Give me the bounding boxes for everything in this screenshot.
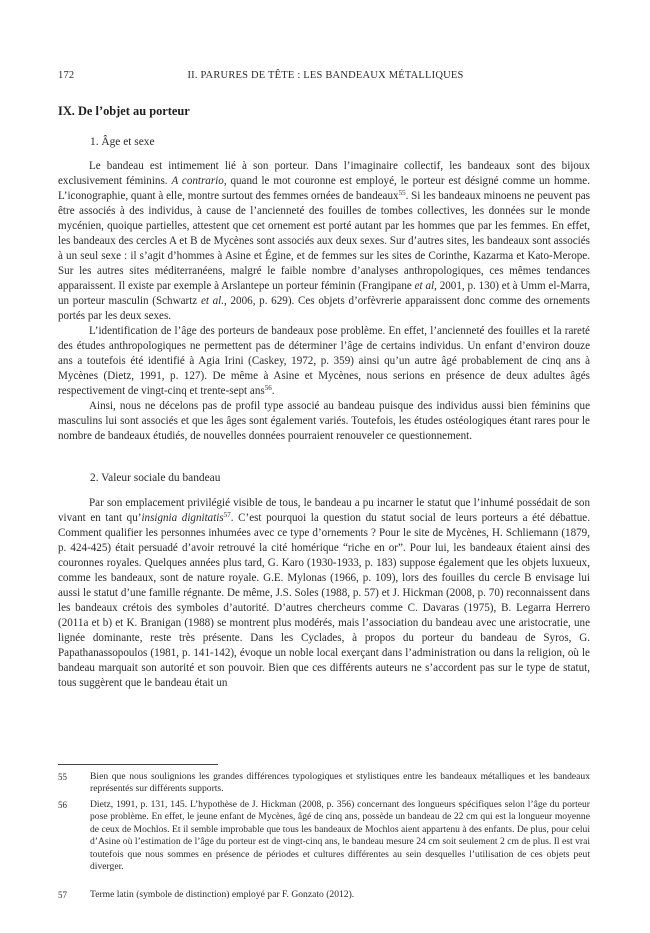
paragraph: Le bandeau est intimement lié à son porteur. Dans l’imaginaire collectif, les bandeaux sont des bijoux exclusivement féminins. A contrario, quand le mot couronne est employé, le porteur est désigné comme un homme. L’iconographie, quant à elle, montre surtout des femmes ornées de bandeaux$^{55}$. Si les bandeaux minoens ne peuvent pas être associés à des individus, à cause de l’ancienneté des fouilles de tombes collectives, les données sur le monde mycénien, quoique partielles, attestent que cet ornement est porté autant par les hommes que par les femmes. En effet, les bandeaux des cercles A et B de Mycènes sont associés aux deux sexes. Sur d’autres sites, les bandeaux sont associés à un seul sexe : il s’agit d’hommes à Asine et Égine, et de femmes sur les sites de Corinthe, Kazarma et Kato-Merope. Sur les autres sites méditerranéens, malgré le faible nombre d’analyses anthropologiques, ces mêmes tendances apparaissent. Il existe par exemple à Arslantepe un porteur féminin (Frangipane et al, 2001, p. 130) et à Umm el-Marra, un porteur masculin (Schwartz et al., 2006, p. 629). Ces objets d’orfèvrerie apparaissent donc comme des ornements portés par les deux sexes.	[58, 160, 591, 322]
paragraph: Par son emplacement privilégié visible de tous, le bandeau a pu incarner le statut que l’inhumé possédait de son vivant en tant qu’insignia dignitatis$^{57}$. C’est pourquoi la question du statut social de leurs porteurs a été débattue. Comment qualifier les personnes inhumées avec ce type d’ornements ? Pour le site de Mycènes, H. Schliemann (1879, p. 424-425) était persuadé d’avoir retrouvé la cité homérique “riche en or”. Pour lui, les bandeaux étaient ainsi des couronnes royales. Quelques années plus tard, G. Karo (1930-1933, p. 183) suppose également que les objets luxueux, comme les bandeaux, sont de nature royale. G.E. Mylonas (1966, p. 109), lors des fouilles du cercle B envisage lui aussi le statut d’une famille régnante. De même, J.S. Soles (1988, p. 57) et J. Hickman (2008, p. 70) reconnaissent dans les bandeaux crétois des symboles d’autorité. D’autres chercheurs comme C. Davaras (1975), B. Legarra Herrero (2011a et b) et K. Branigan (1988) se montrent plus modérés, mais l’association du bandeau avec une aristocratie, une lignée dominante, reste très présente. Dans les Cyclades, à propos du porteur du bandeau de Syros, G. Papathanassopoulos (1981, p. 141-142), évoque un noble local exerçant dans l’administration ou dans la religion, où le bandeau marquait son autorité et son pouvoir. Bien que ces différents auteurs ne s’accordent pas sur le type de statut, tous suggèrent que le bandeau était un	[58, 497, 590, 689]
footnote-mark: 55	[58, 772, 67, 782]
footnote	[58, 799, 590, 873]
footnote-separator	[58, 764, 218, 765]
subsection-1-body	[58, 159, 590, 444]
subsection-title-age-sexe: 1. Âge et sexe	[90, 136, 155, 148]
footnote	[58, 771, 590, 796]
paragraph: Ainsi, nous ne décelons pas de profil type associé au bandeau puisque des individus aussi bien féminins que masculins lui sont associés et que les âges sont également variés. Toutefois, les études ostéologiques étant rares pour le nombre de bandeaux étudiés, de nouvelles données pourraient renouveler ce questionnement.	[58, 400, 590, 442]
footnote-text: Bien que nous soulignions les grandes différences typologiques et stylistiques entre les bandeaux métalliques et les bandeaux représentés sur différents supports.	[90, 771, 590, 795]
footnote-text: Terme latin (symbole de distinction) employé par F. Gonzato (2012).	[90, 889, 355, 900]
running-title: II. PARURES DE TÊTE : LES BANDEAUX MÉTALLIQUES	[187, 70, 464, 81]
paragraph: L’identification de l’âge des porteurs de bandeaux pose problème. En effet, l’ancienneté des fouilles et la rareté des études anthropologiques ne permettent pas de déterminer l’âge de certains individus. Un enfant d’environ douze ans a toutefois été identifié à Agia Irini (Caskey, 1972, p. 359) ainsi qu’un autre âgé probablement de cinq ans à Mycènes (Dietz, 1991, p. 127). De même à Asine et Mycènes, nous serions en présence de deux adultes âgés respectivement de vingt-cinq et trente-sept ans$^{56}$.	[58, 325, 590, 397]
subsection-title-valeur-sociale: 2. Valeur sociale du bandeau	[90, 472, 221, 484]
footnote-ref[interactable]: 57	[223, 511, 231, 519]
subsection-2-body	[58, 496, 590, 691]
footnote	[58, 889, 590, 901]
footnote-mark: 57	[58, 890, 67, 900]
footnote-text: Dietz, 1991, p. 131, 145. L’hypothèse de J. Hickman (2008, p. 356) concernant des longueurs spécifiques selon l’âge du porteur pose problème. En effet, le jeune enfant de Mycènes, âgé de cinq ans, possède un bandeau de 22 cm qui est la longueur moyenne de ceux de Mochlos. Et il semble improbable que tous les bandeaux de Mochlos aient appartenu à des enfants. De plus, pour celui d’Asine où l’estimation de l’âge du porteur est de vingt-cinq ans, le bandeau mesure 24 cm soit seulement 2 cm de plus. Il est vrai toutefois que nous sommes en présence de périodes et cultures différentes au sein desquelles l’utilisation de ces objets peut diverger.	[90, 799, 590, 873]
footnote-mark: 56	[58, 800, 67, 810]
section-title: IX. De l’objet au porteur	[58, 104, 190, 118]
footnote-ref[interactable]: 55	[398, 189, 406, 197]
page-number: 172	[58, 70, 75, 81]
running-header	[58, 70, 593, 86]
footnote-ref[interactable]: 56	[264, 384, 272, 392]
